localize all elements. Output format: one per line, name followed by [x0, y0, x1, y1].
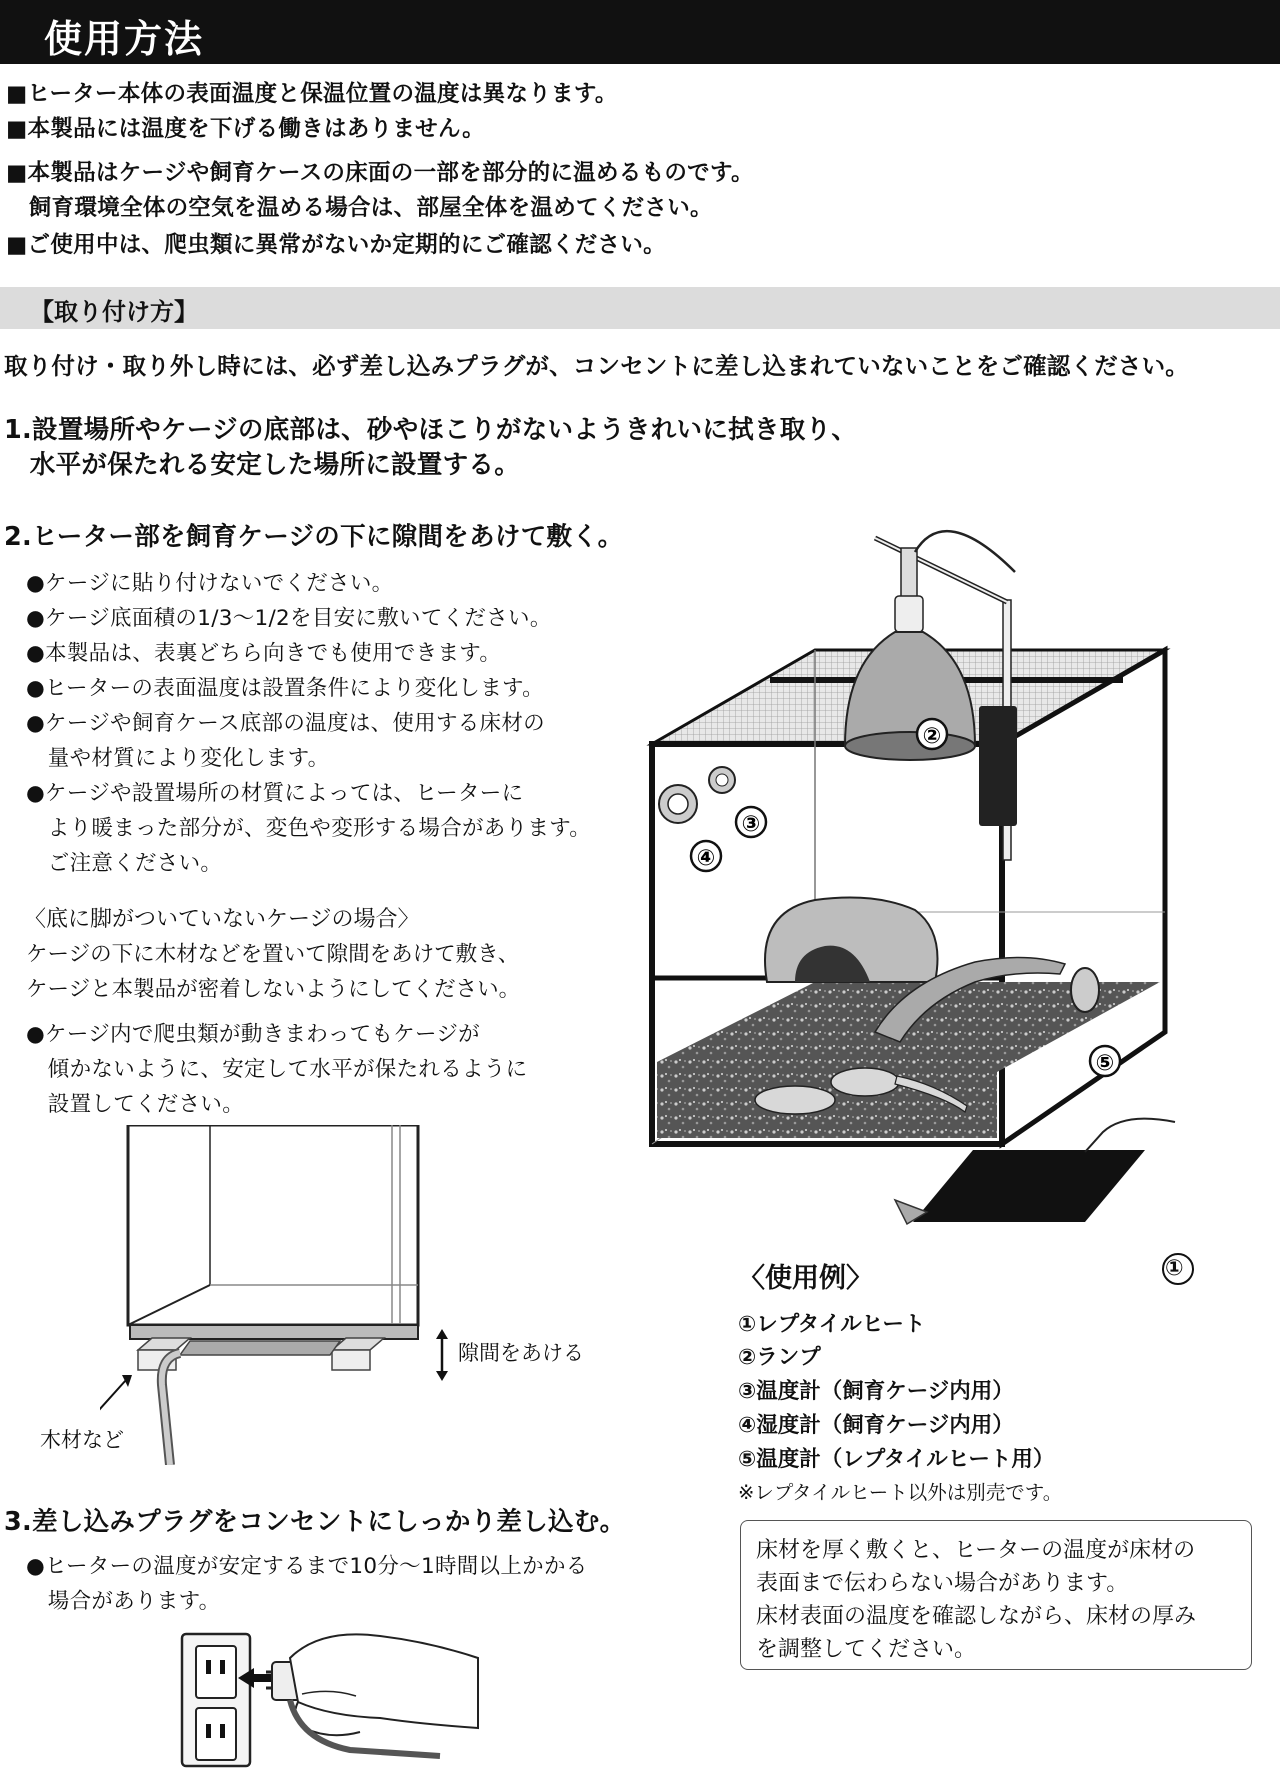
step3-bullet: 場合があります。 [26, 1589, 221, 1614]
step2-bullet: ●ケージや設置場所の材質によっては、ヒーターに [26, 781, 524, 806]
no-legs-bullet: 設置してください。 [26, 1092, 245, 1117]
legend-item: ③温度計（飼育ケージ内用） [738, 1379, 1014, 1404]
note-line: ■ご使用中は、爬虫類に異常がないか定期的にご確認ください。 [6, 232, 666, 258]
installation-warning: 取り付け・取り外し時には、必ず差し込みプラグが、コンセントに差し込まれていないことをご確認ください。 [4, 352, 1189, 380]
step2-bullet: ●本製品は、表裏どちら向きでも使用できます。 [26, 641, 502, 666]
no-legs-heading: 〈底に脚がついていないケージの場合〉 [24, 907, 420, 932]
step2-bullet: ●ケージや飼育ケース底部の温度は、使用する床材の [26, 711, 545, 736]
marker-2: ② [922, 724, 942, 749]
marker-1: ① [1165, 1256, 1184, 1281]
marker-4: ④ [696, 846, 716, 871]
terrarium-illustration [645, 512, 1180, 1252]
notice-line: を調整してください。 [756, 1637, 977, 1662]
step2-bullet: ●ケージに貼り付けないでください。 [26, 571, 394, 596]
notice-line: 床材を厚く敷くと、ヒーターの温度が床材の [756, 1538, 1196, 1563]
page-title: 使用方法 [44, 17, 205, 61]
legend-note: ※レプタイルヒート以外は別売です。 [738, 1481, 1063, 1504]
example-title: 〈使用例〉 [738, 1263, 873, 1294]
notice-line: 表面まで伝わらない場合があります。 [756, 1571, 1129, 1596]
step1-line: 水平が保たれる安定した場所に設置する。 [4, 450, 521, 480]
legend-item: ①レプタイルヒート [738, 1312, 926, 1337]
step2-bullet: ●ヒーターの表面温度は設置条件により変化します。 [26, 676, 544, 701]
section-heading: 【取り付け方】 [30, 298, 198, 326]
note-line: ■ヒーター本体の表面温度と保温位置の温度は異なります。 [6, 81, 618, 107]
marker-3: ③ [741, 812, 761, 837]
no-legs-bullet: 傾かないように、安定して水平が保たれるように [26, 1057, 528, 1082]
no-legs-text: ケージの下に木材などを置いて隙間をあけて敷き、 [26, 942, 520, 967]
outlet-plug-illustration [180, 1628, 480, 1768]
step2-title: 2.ヒーター部を飼育ケージの下に隙間をあけて敷く。 [4, 522, 624, 552]
step2-bullet: ●ケージ底面積の1/3～1/2を目安に敷いてください。 [26, 606, 552, 631]
marker-5: ⑤ [1095, 1051, 1115, 1076]
legend-item: ⑤温度計（レプタイルヒート用） [738, 1447, 1055, 1472]
step2-bullet: 量や材質により変化します。 [26, 746, 330, 771]
note-line: ■本製品はケージや飼育ケースの床面の一部を部分的に温めるものです。 [6, 160, 754, 186]
no-legs-text: ケージと本製品が密着しないようにしてください。 [26, 977, 521, 1002]
step2-bullet: ご注意ください。 [26, 851, 223, 876]
wood-label: 木材など [40, 1428, 124, 1452]
no-legs-bullet: ●ケージ内で爬虫類が動きまわってもケージが [26, 1022, 480, 1047]
step1-line: 1.設置場所やケージの底部は、砂やほこりがないようきれいに拭き取り、 [4, 415, 858, 445]
note-line: ■本製品には温度を下げる働きはありません。 [6, 116, 485, 142]
legend-item: ④湿度計（飼育ケージ内用） [738, 1413, 1014, 1438]
notice-line: 床材表面の温度を確認しながら、床材の厚み [756, 1604, 1197, 1629]
step2-bullet: より暖まった部分が、変色や変形する場合があります。 [26, 816, 592, 841]
step3-title: 3.差し込みプラグをコンセントにしっかり差し込む。 [4, 1507, 626, 1537]
gap-label: 隙間をあける [458, 1341, 584, 1365]
legend-item: ②ランプ [738, 1345, 821, 1370]
step3-bullet: ●ヒーターの温度が安定するまで10分～1時間以上かかる [26, 1554, 588, 1579]
note-line: 飼育環境全体の空気を温める場合は、部屋全体を温めてください。 [6, 195, 713, 221]
cage-on-wood-illustration [100, 1125, 500, 1465]
